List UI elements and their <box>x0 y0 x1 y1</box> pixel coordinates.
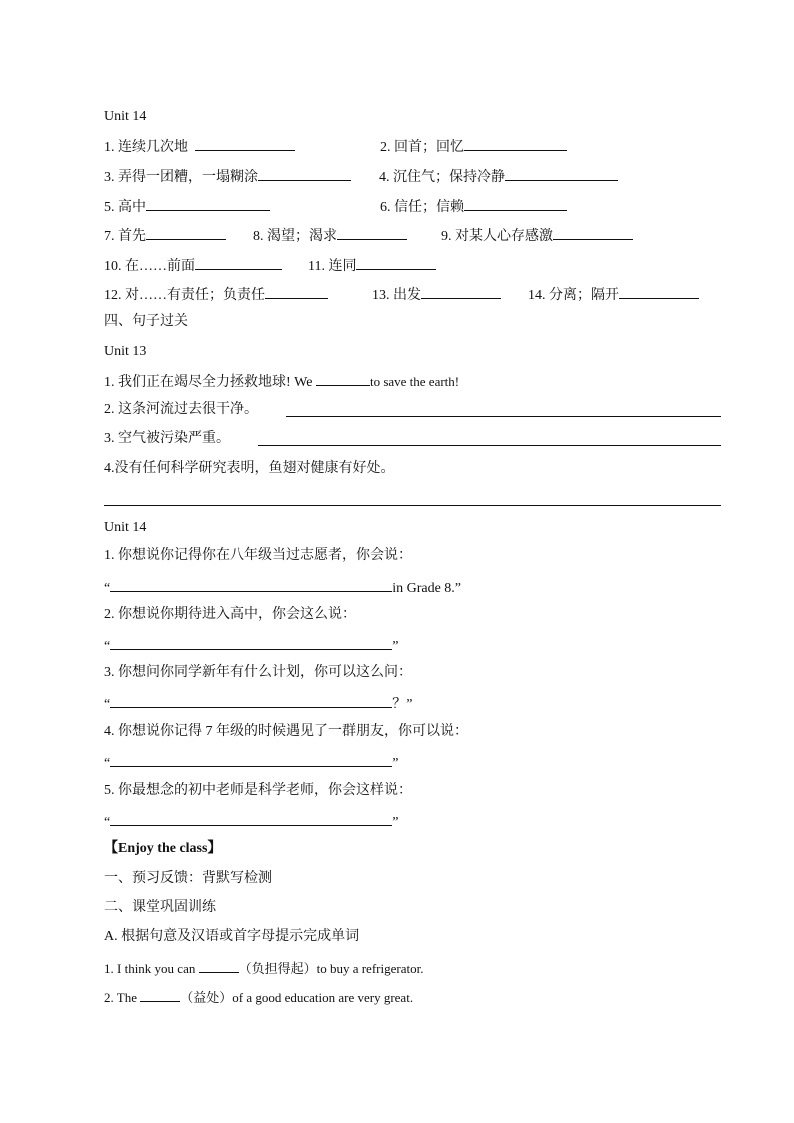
vocab-blank-14[interactable] <box>619 284 699 299</box>
situation-1-tail: in Grade 8.” <box>392 581 462 596</box>
exercise-2-tail: （益处）of a good education are very great. <box>180 990 414 1005</box>
situation-3-answer <box>104 693 412 714</box>
situation-5-blank[interactable] <box>110 811 392 826</box>
sentence-4: 4.没有任何科学研究表明，鱼翅对健康有好处。 <box>104 461 395 476</box>
situation-1: 1. 你想说你记得你在八年级当过志愿者，你会说： <box>104 548 412 563</box>
exercise-2-blank[interactable] <box>140 987 180 1002</box>
vocab-item-7-text: 7. 首先 <box>104 229 146 244</box>
vocab-item-2-text: 2. 回首；回忆 <box>380 140 464 155</box>
vocab-item-3-text: 3. 弄得一团糟，一塌糊涂 <box>104 170 258 185</box>
vocab-item-9-text: 9. 对某人心存感激 <box>441 229 553 244</box>
vocab-item-14-text: 14. 分离；隔开 <box>528 288 619 303</box>
vocab-blank-6[interactable] <box>464 196 567 211</box>
open-quote: “ <box>104 581 111 596</box>
sentence-2-blank[interactable] <box>286 402 721 417</box>
vocab-item-11 <box>308 255 436 276</box>
enjoy-class-title: 【Enjoy the class】 <box>104 841 222 856</box>
section4-title: 四、句子过关 <box>104 314 188 329</box>
vocab-item-4 <box>379 166 618 187</box>
sentence-1-blank[interactable] <box>316 371 370 386</box>
situation-2-answer <box>104 635 398 656</box>
exercise-1-blank[interactable] <box>199 958 239 973</box>
situation-3: 3. 你想问你同学新年有什么计划，你可以这么问： <box>104 665 412 680</box>
exercise-1-tail: （负担得起）to buy a refrigerator. <box>238 961 424 976</box>
vocab-blank-1[interactable] <box>195 136 295 151</box>
situation-4: 4. 你想说你记得 7 年级的时候遇见了一群朋友，你可以说： <box>104 724 468 739</box>
situation-5-answer <box>104 811 398 832</box>
situation-4-answer <box>104 752 398 773</box>
situation-2-blank[interactable] <box>110 635 392 650</box>
sentence-4-blank[interactable] <box>104 504 721 506</box>
close-quote: ” <box>392 815 399 830</box>
exercise-1 <box>104 958 423 978</box>
vocab-item-14 <box>528 284 699 305</box>
open-quote: “ <box>104 815 111 830</box>
situation-4-blank[interactable] <box>110 752 392 767</box>
vocab-item-10-text: 10. 在……前面 <box>104 259 195 274</box>
close-quote: ” <box>392 756 399 771</box>
exercise-2-text: 2. The <box>104 990 141 1005</box>
vocab-item-8 <box>253 225 407 246</box>
vocab-item-6-text: 6. 信任；信赖 <box>380 200 464 215</box>
unit13-heading: Unit 13 <box>104 344 147 359</box>
exercise-1-text: 1. I think you can <box>104 961 199 976</box>
vocab-item-6 <box>380 196 567 217</box>
sentence-3 <box>104 430 230 448</box>
sentence-1 <box>104 371 459 392</box>
vocab-item-13 <box>372 284 501 305</box>
vocab-blank-13[interactable] <box>421 284 501 299</box>
close-quote: ？” <box>392 697 413 712</box>
vocab-item-11-text: 11. 连同 <box>308 259 357 274</box>
vocab-blank-8[interactable] <box>337 225 407 240</box>
vocab-item-2 <box>380 136 567 157</box>
situation-2: 2. 你想说你期待进入高中，你会这么说： <box>104 607 356 622</box>
vocab-item-3 <box>104 166 351 187</box>
sentence-2 <box>104 401 258 419</box>
classroom-practice: 二、课堂巩固训练 <box>104 900 216 915</box>
vocab-item-1-text: 1. 连续几次地 <box>104 140 188 155</box>
vocab-item-4-text: 4. 沉住气；保持冷静 <box>379 170 505 185</box>
vocab-blank-12[interactable] <box>265 284 328 299</box>
vocab-blank-10[interactable] <box>195 255 282 270</box>
vocab-item-13-text: 13. 出发 <box>372 288 421 303</box>
vocab-blank-11[interactable] <box>356 255 436 270</box>
close-quote: ” <box>392 639 399 654</box>
unit14-vocab-heading: Unit 14 <box>104 109 147 124</box>
vocab-item-12-text: 12. 对……有责任；负责任 <box>104 288 265 303</box>
part-a-instruction: A. 根据句意及汉语或首字母提示完成单词 <box>104 929 360 944</box>
situation-3-blank[interactable] <box>110 693 392 708</box>
vocab-blank-4[interactable] <box>505 166 618 181</box>
sentence-3-blank[interactable] <box>258 431 721 446</box>
vocab-blank-9[interactable] <box>553 225 633 240</box>
sentence-1-tail: to save the earth! <box>369 374 460 389</box>
sentence-1-text: 1. 我们正在竭尽全力拯救地球! We <box>104 375 316 390</box>
vocab-blank-2[interactable] <box>464 136 567 151</box>
vocab-item-8-text: 8. 渴望；渴求 <box>253 229 337 244</box>
sentence-2-text: 2. 这条河流过去很干净。 <box>104 402 258 417</box>
exercise-2 <box>104 987 413 1007</box>
vocab-item-1 <box>104 136 295 157</box>
vocab-blank-7[interactable] <box>146 225 226 240</box>
vocab-item-12 <box>104 284 328 305</box>
vocab-item-10 <box>104 255 282 276</box>
situation-1-blank[interactable] <box>110 577 392 592</box>
vocab-blank-3[interactable] <box>258 166 351 181</box>
vocab-item-5-text: 5. 高中 <box>104 200 146 215</box>
unit14-heading: Unit 14 <box>104 520 147 535</box>
vocab-item-9 <box>441 225 633 246</box>
preview-feedback: 一、预习反馈：背默写检测 <box>104 871 272 886</box>
situation-5: 5. 你最想念的初中老师是科学老师，你会这样说： <box>104 783 412 798</box>
open-quote: “ <box>104 697 111 712</box>
vocab-item-5 <box>104 196 270 217</box>
situation-1-answer <box>104 577 461 598</box>
sentence-3-text: 3. 空气被污染严重。 <box>104 431 230 446</box>
vocab-blank-5[interactable] <box>146 196 270 211</box>
open-quote: “ <box>104 639 111 654</box>
vocab-item-7 <box>104 225 226 246</box>
open-quote: “ <box>104 756 111 771</box>
